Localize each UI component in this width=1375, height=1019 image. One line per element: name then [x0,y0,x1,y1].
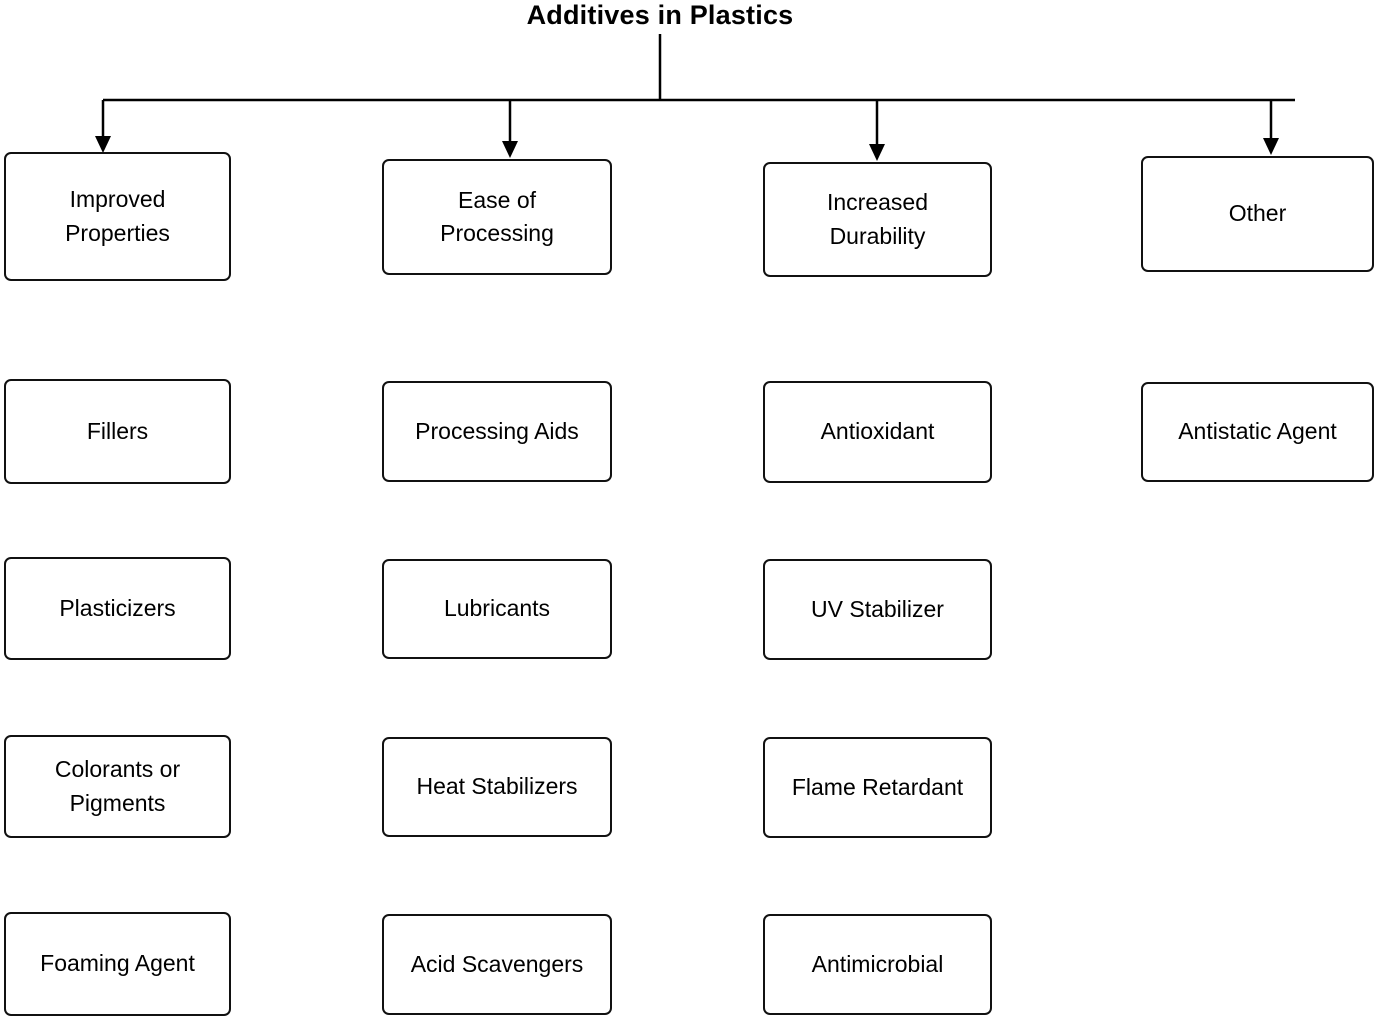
node-antistatic-agent [1141,382,1374,482]
category-label: Ease of Processing [440,186,554,246]
node-label: UV Stabilizer [811,595,944,622]
category-box-improved-properties [4,152,231,281]
category-label: Other [1228,200,1287,227]
category-label: Increased Durability [826,189,928,249]
node-label: Fillers [86,417,149,444]
node-label: Antimicrobial [811,950,944,977]
node-label: Colorants or Pigments [54,756,181,816]
node-label: Plasticizers [59,594,176,621]
category-box-ease-of-processing [382,159,612,275]
node-label: Heat Stabilizers [416,773,578,800]
node-flame-retardant [763,737,992,838]
category-box-increased-durability [763,162,992,277]
node-foaming-agent [4,912,231,1016]
node-label: Flame Retardant [791,773,964,800]
node-plasticizers [4,557,231,660]
node-label: Antioxidant [820,418,935,445]
node-uv-stabilizer [763,559,992,660]
node-label: Processing Aids [415,417,579,444]
node-label: Antistatic Agent [1178,418,1337,445]
node-heat-stabilizers [382,737,612,837]
node-processing-aids [382,381,612,482]
category-label: Improved Properties [65,186,170,246]
node-colorants-or-pigments [4,735,231,838]
diagram-title: Additives in Plastics [526,0,794,30]
node-label: Acid Scavengers [410,950,584,977]
node-antioxidant [763,381,992,483]
node-antimicrobial [763,914,992,1015]
node-fillers [4,379,231,484]
node-label: Foaming Agent [40,950,195,977]
node-acid-scavengers [382,914,612,1015]
node-lubricants [382,559,612,659]
node-label: Lubricants [443,595,551,622]
category-box-other [1141,156,1374,272]
